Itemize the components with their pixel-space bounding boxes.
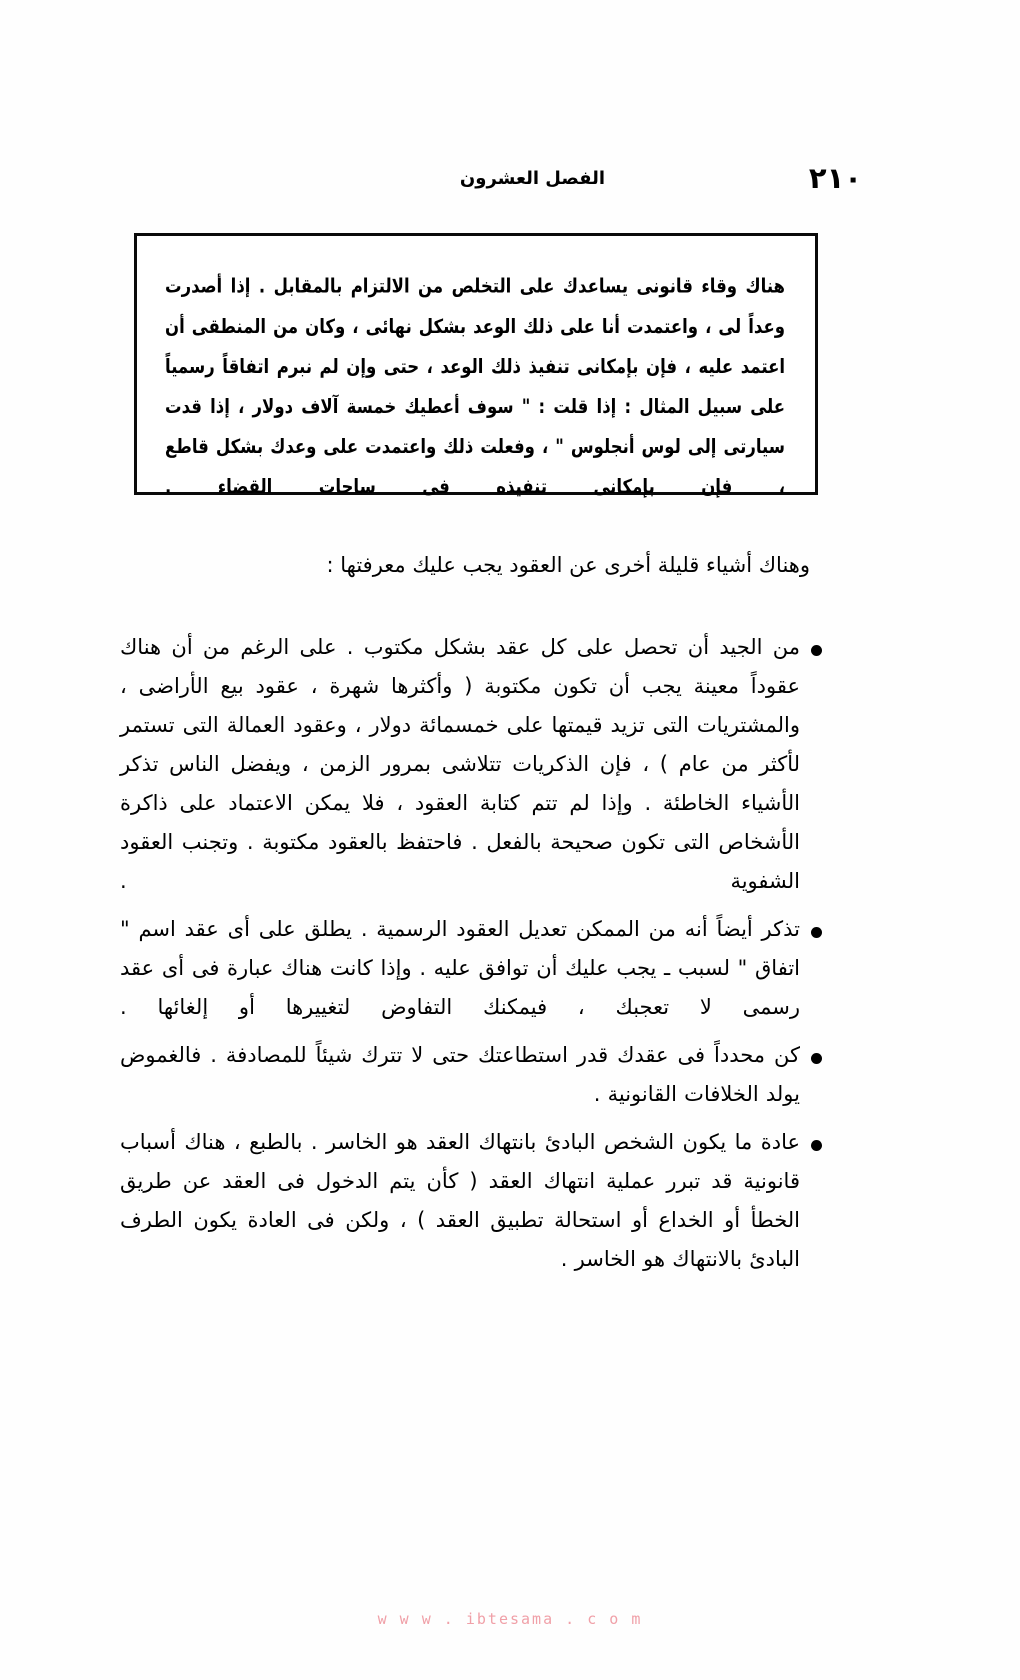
footer-watermark: w w w . ibtesama . c o m bbox=[377, 1610, 643, 1628]
chapter-title: الفصل العشرون bbox=[459, 168, 605, 189]
page-number: ٢١٠ bbox=[808, 161, 862, 195]
running-head bbox=[0, 158, 1020, 198]
bullet-dot-icon bbox=[800, 910, 832, 942]
quote-box-text: هناك وقاء قانونى يساعدك على التخلص من الالتزام بالمقابل . إذا أصدرت وعداً لى ، واعتمدت أنا على ذلك الوعد بشكل نهائى ، وكان من المنطقى أن اعتمد عليه ، فإن بإمكانى تنفيذ ذلك الوعد ، حتى وإن لم نبرم اتفاقاً رسمياً على سبيل المثال : إذا قلت : " سوف أعطيك خمسة آلاف دولار ، إذا قدت سيارتى إلى لوس أنجلوس " ، وفعلت ذلك واعتمدت على وعدك بشكل قاطع ، فإن بإمكانى تنفيذه فى ساحات القضاء . bbox=[165, 274, 785, 498]
list-item-text: من الجيد أن تحصل على كل عقد بشكل مكتوب . على الرغم من أن هناك عقوداً معينة يجب أن تكون مكتوبة ( وأكثرها شهرة ، عقود بيع الأراضى ، والمشتريات التى تزيد قيمتها على خمسمائة دولار ، وعقود العمالة التى تستمر لأكثر من عام ) ، فإن الذكريات تتلاشى بمرور الزمن ، ويفضل الناس تذكر الأشياء الخاطئة . وإذا لم تتم كتابة العقود ، فلا يمكن الاعتماد على ذاكرة الأشخاص التى تكون صحيحة بالفعل . فاحتفظ بالعقود مكتوبة . وتجنب العقود الشفوية . bbox=[120, 635, 800, 893]
list-item-text: كن محدداً فى عقدك قدر استطاعتك حتى لا تترك شيئاً للمصادفة . فالغموض يولد الخلافات القانونية . bbox=[120, 1043, 800, 1106]
list-item bbox=[120, 1123, 832, 1279]
bullet-dot-icon bbox=[800, 1036, 832, 1068]
bullet-dot-icon bbox=[800, 628, 832, 660]
bullet-dot-icon bbox=[800, 1123, 832, 1155]
list-item bbox=[120, 628, 832, 901]
quote-box bbox=[134, 233, 818, 498]
list-item-text: عادة ما يكون الشخص البادئ بانتهاك العقد هو الخاسر . بالطبع ، هناك أسباب قانونية قد تبرر عملية انتهاك العقد ( كأن يتم الدخول فى العقد عن طريق الخطأ أو الخداع أو استحالة تطبيق العقد ) ، ولكن فى العادة يكون الطرف البادئ بالانتهاك هو الخاسر . bbox=[120, 1130, 800, 1271]
list-item-text: تذكر أيضاً أنه من الممكن تعديل العقود الرسمية . يطلق على أى عقد اسم " اتفاق " لسبب ـ يجب عليك أن توافق عليه . وإذا كانت هناك عبارة فى أى عقد رسمى لا تعجبك ، فيمكنك التفاوض لتغييرها أو إلغائها . bbox=[120, 917, 800, 1019]
list-item bbox=[120, 1036, 832, 1114]
list-item bbox=[120, 910, 832, 1027]
bullet-list bbox=[120, 628, 832, 1288]
lead-paragraph: وهناك أشياء قليلة أخرى عن العقود يجب عليك معرفتها : bbox=[326, 553, 810, 577]
